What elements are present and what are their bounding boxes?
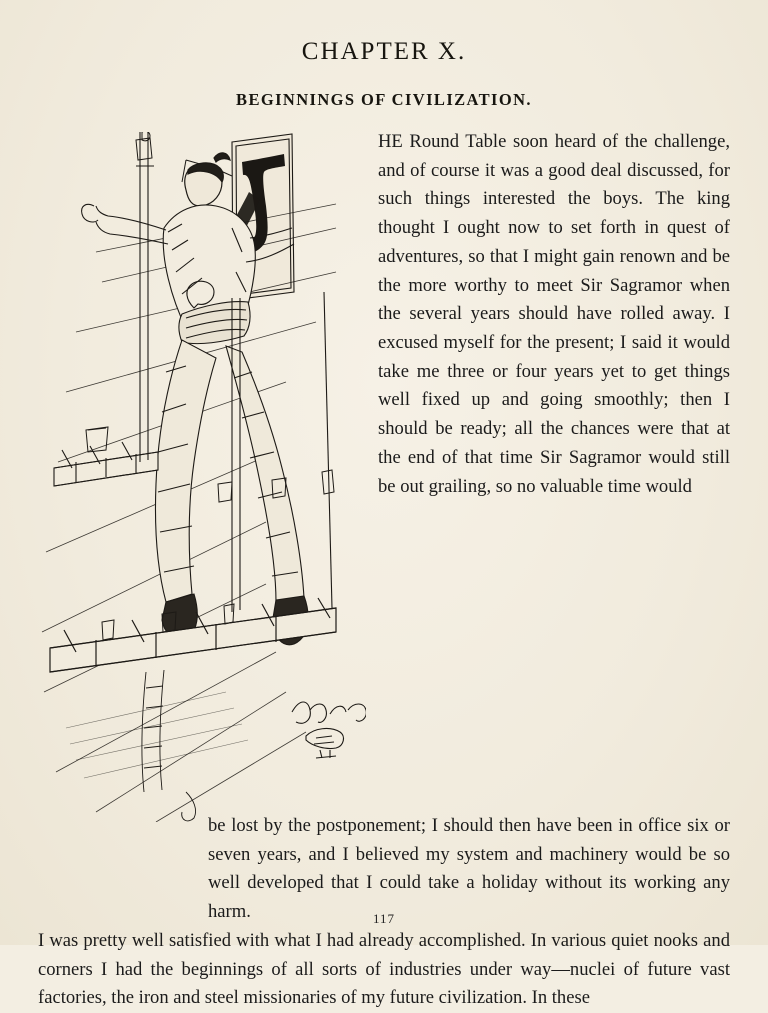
page-content <box>38 128 730 1013</box>
page-number: 117 <box>372 911 396 926</box>
body-paragraph-1-narrow <box>378 128 730 501</box>
chapter-subtitle: BEGINNINGS OF CIVILIZATION. <box>236 90 532 109</box>
body-paragraph-2 <box>38 927 730 1013</box>
artist-signature <box>292 702 366 758</box>
paragraph-text: I was pretty well satisfied with what I had already accomplished. In various quiet nooks and corners I had the beginnings of all sorts of industries under way—nuclei of future vast factories, the iron and steel missionaries of my future civilization. In these <box>38 929 730 1009</box>
paragraph-text: HE Round Table soon heard of the challenge, and of course it was a good deal discussed, for such things interested the boys. The king thought I ought now to set forth in quest of adventures, so that I might gain renown and be the more worthy to meet Sir Sagramor when the several years should have rolled away. I excused myself for the present; I said it would take me three or four years yet to get things well fixed up and going smoothly; then I should be ready; all the chances were that at the end of that time Sir Sagramor would still be out grailing, so no valuable time would <box>378 131 730 497</box>
page-title: CHAPTER X. <box>301 38 467 65</box>
paragraph-text: be lost by the postponement; I should then have been in office six or seven years, and I believed my system and machinery would be so well developed that I could take a holiday without its working any harm. <box>208 815 730 923</box>
body-paragraph-1-continued <box>208 812 730 927</box>
illustration-man-on-scaffold <box>36 132 366 812</box>
